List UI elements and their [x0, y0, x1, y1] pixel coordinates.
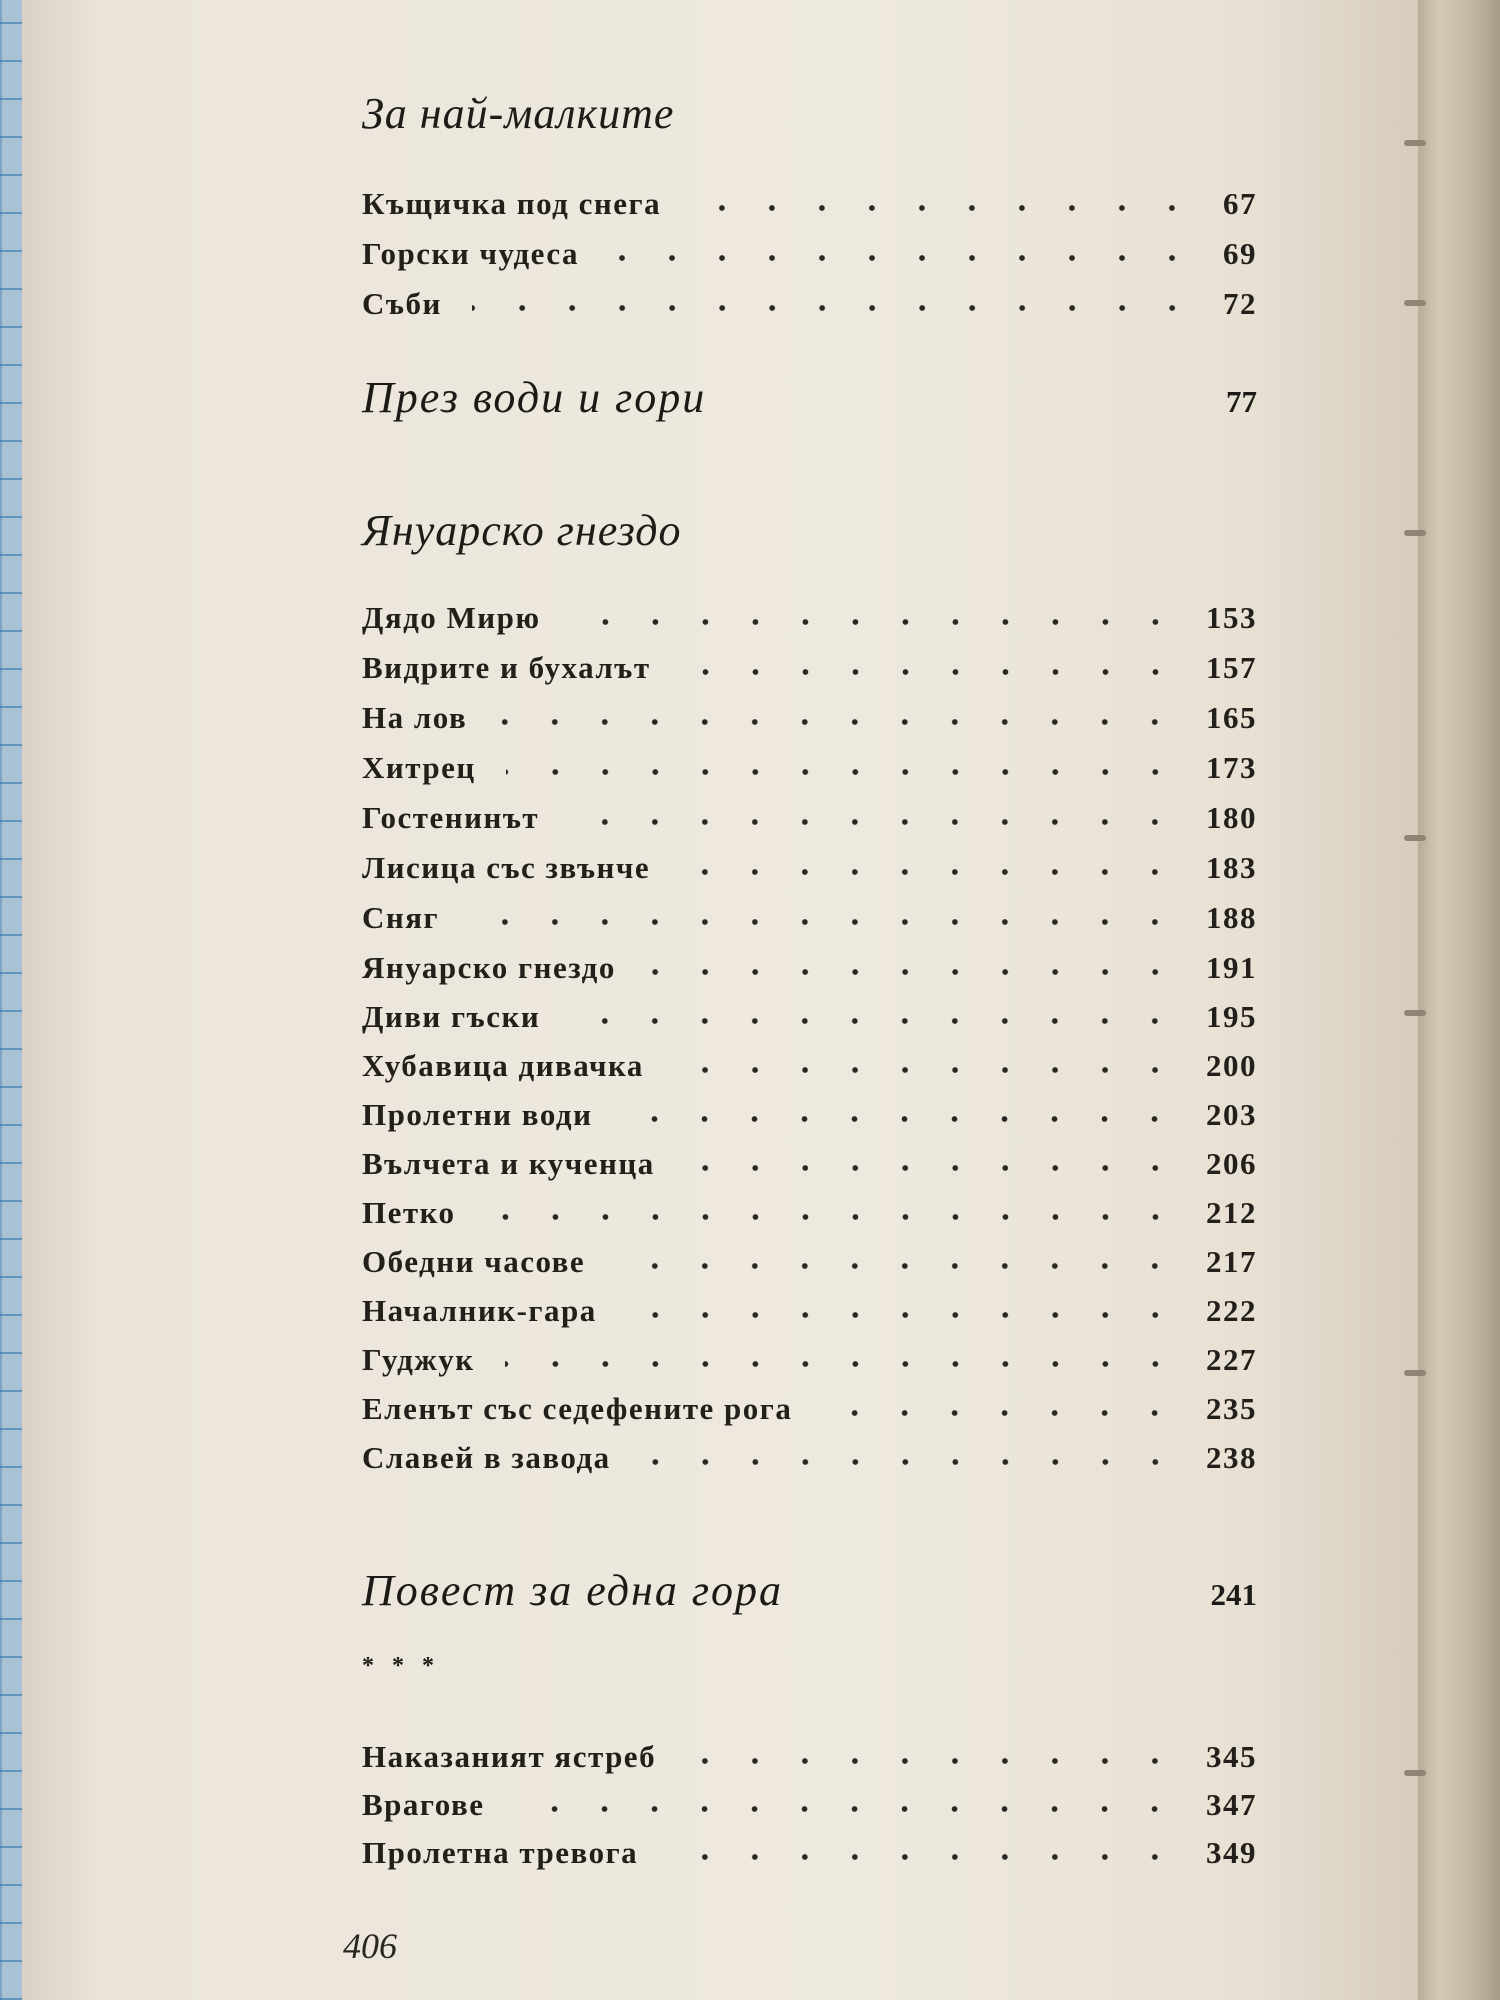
toc-entry-title: Пролетни води: [362, 1097, 593, 1132]
section-title: През води и гори: [362, 373, 707, 422]
dot-leader: [497, 717, 1180, 727]
toc-entry-title: Лисица със звънче: [362, 850, 651, 885]
toc-entry-page: 165: [1206, 700, 1257, 735]
toc-entry-page: 195: [1206, 999, 1257, 1034]
dot-leader: [674, 1065, 1180, 1075]
page-number: 406: [343, 1926, 397, 1966]
toc-entry-title: Съби: [362, 286, 442, 321]
section-title: За най-малките: [362, 89, 675, 138]
dot-leader: [622, 1114, 1180, 1124]
toc-entry[interactable]: [362, 1195, 1257, 1239]
dot-leader: [506, 767, 1180, 777]
dot-leader: [472, 303, 1197, 313]
section-separator: * * *: [362, 1653, 440, 1679]
toc-entry-title: Дядо Мирю: [362, 600, 541, 635]
toc-entry-page: 77: [1226, 384, 1257, 419]
dot-leader: [685, 1163, 1180, 1173]
toc-entry-title: Сняг: [362, 900, 440, 935]
dot-leader: [691, 203, 1197, 213]
toc-entry-page: 347: [1206, 1787, 1257, 1822]
toc-entry[interactable]: [362, 1048, 1257, 1092]
toc-entry-major[interactable]: [362, 1565, 1257, 1616]
dot-leader: [505, 1359, 1180, 1369]
toc-entry-page: 67: [1223, 186, 1257, 221]
toc-entry[interactable]: [362, 999, 1257, 1043]
toc-entry-page: 191: [1206, 950, 1257, 985]
dot-leader: [569, 817, 1180, 827]
dot-leader: [627, 1310, 1180, 1320]
toc-entry-title: Петко: [362, 1195, 456, 1230]
toc-entry-title: Гуджук: [362, 1342, 475, 1377]
toc-entry[interactable]: [362, 1391, 1257, 1435]
toc-entry-title: Славей в завода: [362, 1440, 611, 1475]
dot-leader: [571, 617, 1180, 627]
section-title: Повест за една гора: [362, 1566, 783, 1615]
toc-entry-page: 200: [1206, 1048, 1257, 1083]
toc-entry-page: 217: [1206, 1244, 1257, 1279]
toc-entry-title: Обедни часове: [362, 1244, 586, 1279]
toc-entry[interactable]: [362, 850, 1257, 894]
toc-entry-page: 72: [1223, 286, 1257, 321]
toc-entry-title: Къщичка под снега: [362, 186, 662, 221]
toc-entry-page: 188: [1206, 900, 1257, 935]
toc-entry[interactable]: [362, 1293, 1257, 1337]
dot-leader: [680, 867, 1180, 877]
dot-leader: [615, 1261, 1180, 1271]
toc-entry-page: 206: [1206, 1146, 1257, 1181]
toc-entry-page: 222: [1206, 1293, 1257, 1328]
toc-entry-major[interactable]: [362, 372, 1257, 423]
toc-entry-page: 203: [1206, 1097, 1257, 1132]
toc-entry-title: Хитрец: [362, 750, 476, 785]
toc-entry[interactable]: [362, 700, 1257, 744]
toc-entry[interactable]: [362, 650, 1257, 694]
toc-entry-title: На лов: [362, 700, 468, 735]
section-title: Януарско гнездо: [362, 506, 682, 555]
dot-leader: [646, 967, 1180, 977]
toc-entry-title: Вълчета и кученца: [362, 1146, 655, 1181]
toc-entry-title: Еленът със седефените рога: [362, 1391, 793, 1426]
dot-leader: [668, 1852, 1180, 1862]
toc-entry-page: 212: [1206, 1195, 1257, 1230]
toc-entry-title: Гостенинът: [362, 800, 540, 835]
toc-entry-page: 345: [1206, 1739, 1257, 1774]
toc-entry-title: Видрите и бухалът: [362, 650, 651, 685]
toc-entry-page: 241: [1210, 1577, 1257, 1612]
toc-entry[interactable]: [362, 1342, 1257, 1386]
toc-entry-title: Хубавица дивачка: [362, 1048, 644, 1083]
toc-entry[interactable]: [362, 900, 1257, 944]
toc-entry-title: Диви гъски: [362, 999, 541, 1034]
toc-entry-title: Пролетна тревога: [362, 1835, 639, 1870]
toc-entry[interactable]: [362, 1244, 1257, 1288]
toc-entry[interactable]: [362, 186, 1257, 230]
dot-leader: [609, 253, 1197, 263]
dot-leader: [686, 1756, 1180, 1766]
toc-entry-page: 157: [1206, 650, 1257, 685]
toc-entry-page: 173: [1206, 750, 1257, 785]
toc-entry-page: 180: [1206, 800, 1257, 835]
toc-entry-page: 238: [1206, 1440, 1257, 1475]
dot-leader: [469, 917, 1180, 927]
toc-entry[interactable]: [362, 750, 1257, 794]
toc-entry-page: 227: [1206, 1342, 1257, 1377]
toc-entry[interactable]: [362, 286, 1257, 330]
toc-entry[interactable]: [362, 600, 1257, 644]
toc-entry[interactable]: [362, 1739, 1257, 1783]
dot-leader: [486, 1212, 1180, 1222]
toc-entry-page: 183: [1206, 850, 1257, 885]
toc-entry-title: Наказаният ястреб: [362, 1739, 657, 1774]
toc-entry-title: Врагове: [362, 1787, 485, 1822]
toc-entry-page: 153: [1206, 600, 1257, 635]
toc-entry[interactable]: [362, 1787, 1257, 1831]
toc-entry[interactable]: [362, 1097, 1257, 1141]
dot-leader: [681, 667, 1180, 677]
toc-entry[interactable]: [362, 800, 1257, 844]
toc-entry-page: 349: [1206, 1835, 1257, 1870]
toc-entry-title: Началник-гара: [362, 1293, 597, 1328]
toc-entry[interactable]: [362, 950, 1257, 994]
toc-entry-title: Горски чудеса: [362, 236, 579, 271]
toc-entry[interactable]: [362, 1146, 1257, 1190]
dot-leader: [822, 1408, 1180, 1418]
dot-leader: [570, 1016, 1180, 1026]
dot-leader: [641, 1457, 1180, 1467]
dot-leader: [514, 1804, 1180, 1814]
toc-entry-page: 235: [1206, 1391, 1257, 1426]
toc-entry[interactable]: [362, 1835, 1257, 1879]
toc-entry-title: Януарско гнездо: [362, 950, 616, 985]
toc-entry[interactable]: [362, 1440, 1257, 1484]
toc-entry-page: 69: [1223, 236, 1257, 271]
toc-entry[interactable]: [362, 236, 1257, 280]
